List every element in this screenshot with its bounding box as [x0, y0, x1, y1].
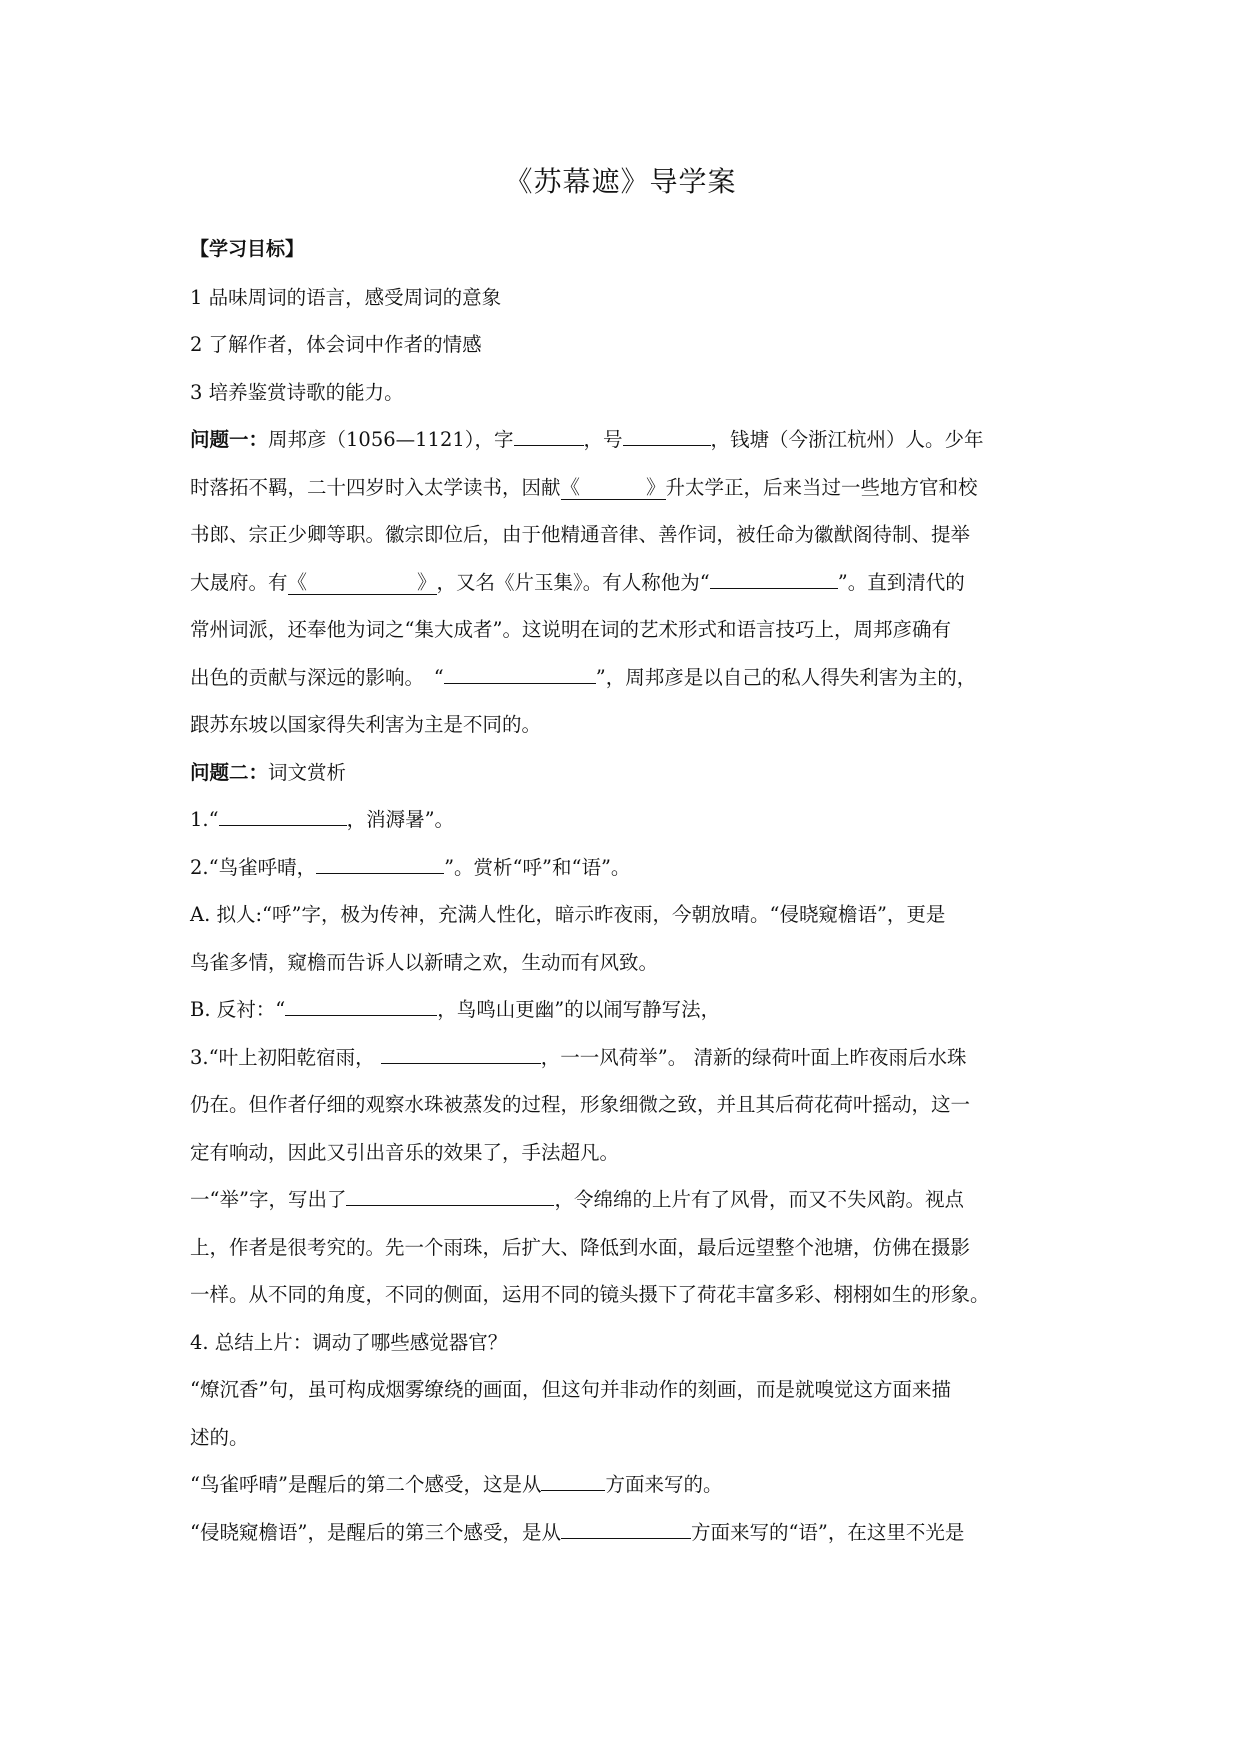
- paragraph-line: 仍在。但作者仔细的观察水珠被蒸发的过程，形象细微之致，并且其后荷花荷叶摇动，这一: [190, 1093, 971, 1116]
- q2-item-3: 3.“叶上初阳乾宿雨， ，一一风荷举”。 清新的绿荷叶面上昨夜雨后水珠: [190, 1034, 1060, 1082]
- paragraph-line: “燎沉香”句，虽可构成烟雾缭绕的画面，但这句并非动作的刻画，而是就嗅觉这方面来描: [190, 1378, 951, 1401]
- q1-line: 跟苏东坡以国家得失利害为主是不同的。: [190, 713, 542, 736]
- objective-item: 3 培养鉴赏诗歌的能力。: [190, 380, 404, 404]
- paragraph-line: 定有响动，因此又引出音乐的效果了，手法超凡。: [190, 1140, 620, 1164]
- paragraph-line: “鸟雀呼晴”是醒后的第二个感受，这是从 方面来写的。: [190, 1461, 1060, 1509]
- q2-label: 问题二：: [190, 760, 269, 784]
- q1-line: 时落拓不羁，二十四岁时入太学读书，因献《 》升太学正，后来当过一些地方官和校: [190, 464, 1060, 512]
- analysis-a: A. 拟人:“呼”字，极为传神，充满人性化，暗示昨夜雨，今朝放晴。“侵晓窥檐语”，更是: [190, 903, 946, 926]
- q1-line: 大晟府。有《 》，又名《片玉集》。有人称他为“ ”。直到清代的: [190, 559, 1060, 607]
- objective-item: 2 了解作者，体会词中作者的情感: [190, 333, 482, 356]
- blank-art-name[interactable]: [623, 423, 711, 446]
- paragraph-line: 一“举”字，写出了 ，令绵绵的上片有了风骨，而又不失风韵。视点: [190, 1176, 1060, 1224]
- blank-sense-3[interactable]: [561, 1515, 691, 1538]
- paragraph-line: 述的。: [190, 1425, 249, 1449]
- blank-nickname[interactable]: [710, 565, 838, 588]
- blank-line-1[interactable]: [219, 803, 347, 826]
- analysis-b: B. 反衬：“ ，鸟鸣山更幽”的以闹写静写法，: [190, 986, 1060, 1034]
- blank-collection-title[interactable]: 《 》: [288, 566, 437, 595]
- blank-courtesy-name[interactable]: [514, 423, 584, 446]
- paragraph-line: 一样。从不同的角度，不同的侧面，运用不同的镜头摄下了荷花丰富多彩、栩栩如生的形象。: [190, 1283, 990, 1306]
- objectives-heading: 【学习目标】: [190, 238, 305, 260]
- document-body: [190, 226, 1060, 1556]
- q2-item-1: 1.“ ，消溽暑”。: [190, 796, 1060, 844]
- paragraph-line: 上，作者是很考究的。先一个雨珠，后扩大、降低到水面，最后远望整个池塘，仿佛在摄影: [190, 1235, 971, 1259]
- q1-line: 常州词派，还奉他为词之“集大成者”。这说明在词的艺术形式和语言技巧上，周邦彦确有: [190, 618, 951, 641]
- paragraph-line: “侵晓窥檐语”，是醒后的第三个感受，是从 方面来写的“语”，在这里不光是: [190, 1509, 1060, 1557]
- analysis-a: 鸟雀多情，窥檐而告诉人以新晴之欢，生动而有风致。: [190, 950, 659, 974]
- blank-contrast-line[interactable]: [285, 993, 437, 1016]
- blank-ju-effect[interactable]: [346, 1183, 554, 1206]
- objective-item: 1 品味周词的语言，感受周词的意象: [190, 285, 502, 309]
- blank-sense-2[interactable]: [541, 1468, 605, 1491]
- q2-item-2: 2.“鸟雀呼晴， ”。赏析“呼”和“语”。: [190, 844, 1060, 892]
- blank-offered-work[interactable]: 《 》: [561, 471, 666, 500]
- blank-line-3[interactable]: [381, 1040, 541, 1063]
- q1-line: 书郎、宗正少卿等职。徽宗即位后，由于他精通音律、善作词，被任命为徽猷阁待制、提举: [190, 523, 971, 546]
- q1-line: 出色的贡献与深远的影响。 “ ”，周邦彦是以自己的私人得失利害为主的，: [190, 654, 1060, 702]
- blank-quote[interactable]: [444, 660, 596, 683]
- blank-line-2[interactable]: [316, 850, 444, 873]
- q2-item-4: 4. 总结上片：调动了哪些感觉器官？: [190, 1330, 508, 1354]
- q2-heading-line: 问题二：词文赏析: [190, 760, 347, 784]
- q1-label: 问题一：: [190, 428, 269, 451]
- q1-line: 问题一：周邦彦（1056—1121），字 ，号 ，钱塘（今浙江杭州）人。少年: [190, 416, 1060, 464]
- page-title: 《苏幕遮》导学案: [504, 165, 737, 198]
